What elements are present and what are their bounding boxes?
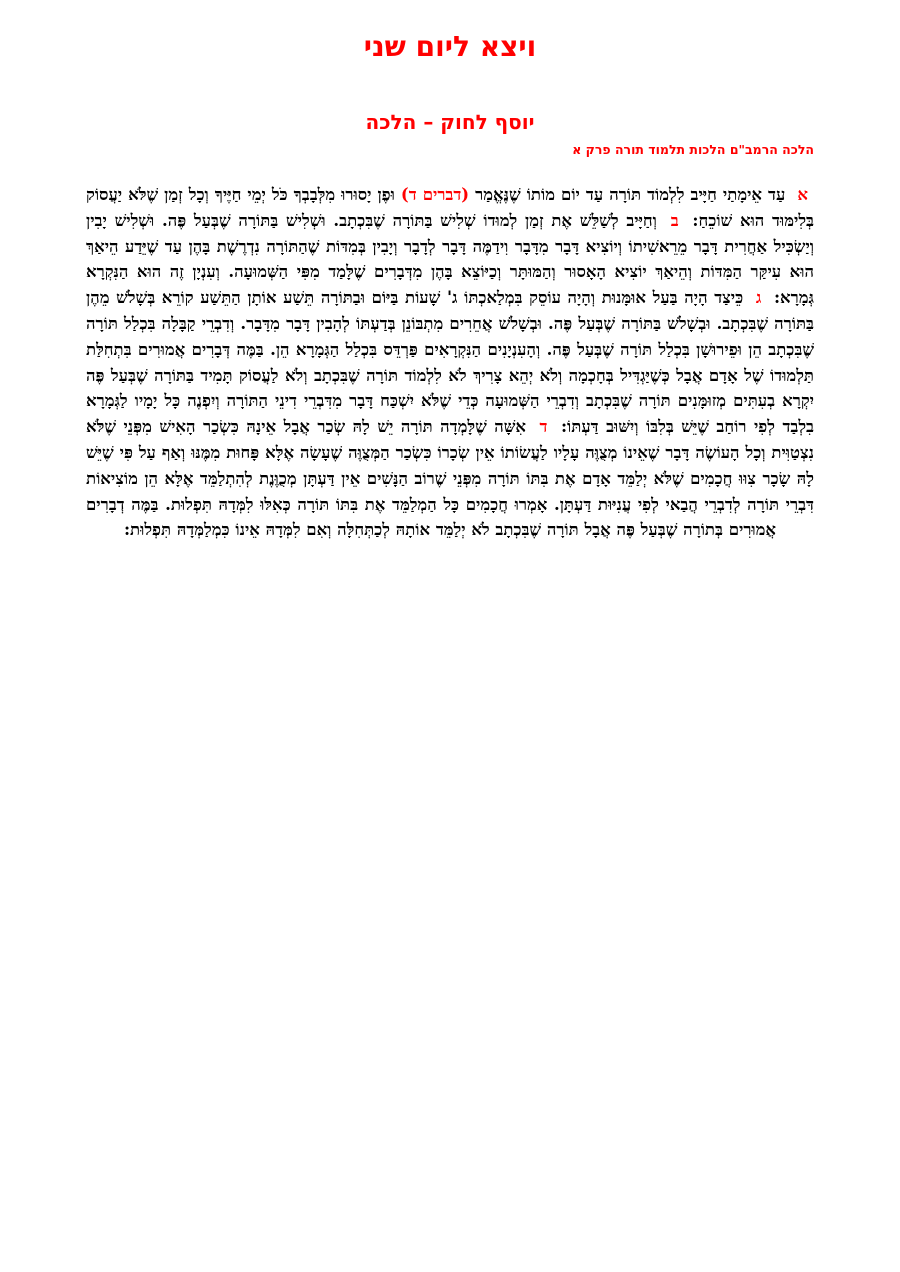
halacha-marker-4: ד xyxy=(539,417,548,437)
halacha-4-text: אִשָּׁה שֶׁלָּמְדָה תּוֹרָה יֵשׁ לָהּ שְׂכַר אֲבָל אֵינָהּ כִּשְׂכַר הָאִישׁ מִפְּנֵי שֶׁלֹּא נִצְטַוִּית וְכָל הָעוֹשֶׂה דָּבָר שֶׁאֵינוֹ מְצֻוֶּה עָלָיו לַעֲשׂוֹתוֹ אֵין שְׂכָרוֹ כִּשְׂכַר הַמְּצֻוֶּה שֶׁעָשָׂה אֶלָּא פָּחוּת מִמֶּנּוּ וְאַף עַל פִּי שֶׁיֵּשׁ לָהּ שָׂכָר צִוּוּ חֲכָמִים שֶׁלֹּא יְלַמֵּד אָדָם אֶת בִּתּוֹ תּוֹרָה מִפְּנֵי שֶׁרוֹב הַנָּשִׁים אֵין דַּעְתָּן מְכֻוֶּנֶת לְהִתְלַמֵּד אֶלָּא הֵן מוֹצִיאוֹת דִּבְרֵי תּוֹרָה לְדִבְרֵי הֲבַאי לְפִי עֲנִיּוּת דַּעְתָּן. אָמְרוּ חֲכָמִים כָּל הַמְלַמֵּד אֶת בִּתּוֹ תּוֹרָה כְּאִלּוּ לִמְּדָהּ תִּפְלוּת. בַּמֶּה דְבָרִים אֲמוּרִים בְּתוֹרָה שֶׁבְּעַל פֶּה אֲבָל תּוֹרָה שֶׁבִּכְתָב לֹא יְלַמֵּד אוֹתָהּ לְכַתְּחִלָּה וְאִם לִמְּדָהּ אֵינוֹ כִּמְלַמְּדָהּ תִּפְלוּת: xyxy=(86,417,814,540)
halacha-1-text-b: וּפֶן יָסוּרוּ מִלְּבָבְךָ כֹּל יְמֵי חַיֶּיךָ וְכָל זְמַן שֶׁלֹּא יַעֲסוֹק בְּלִימּוּד הוּא שׁוֹכֵחַ: xyxy=(86,185,814,230)
halacha-3-text: כֵּיצַד הָיָה בַּעַל אוּמָּנוּת וְהָיָה עוֹסֵק בִּמְלַאכְתּוֹ ג' שָׁעוֹת בַּיּוֹם וּבַתּוֹרָה תֵּשַׁע אוֹתָן הַתֵּשַׁע קוֹרֵא בְּשָׁלֹשׁ מֵהֶן בַּתּוֹרָה שֶׁבִּכְתָב. וּבְשָׁלֹשׁ בַּתּוֹרָה שֶׁבְּעַל פֶּה. וּבְשָׁלֹשׁ אֲחֵרִים מִתְבּוֹנֵן בְּדַעְתּוֹ לְהָבִין דָּבָר מִדָּבָר. וְדִבְרֵי קַבָּלָה בִּכְלַל תּוֹרָה שֶׁבִּכְתָב הֵן וּפֵירוּשָׁן בִּכְלַל תּוֹרָה שֶׁבְּעַל פֶּה. וְהָעִנְיָנִים הַנִּקְרָאִים פַּרְדֵּס בִּכְלַל הַגְּמָרָא הֵן. בַּמֶּה דְּבָרִים אֲמוּרִים בִּתְחִלַּת תַּלְמוּדוֹ שֶׁל אָדָם אֲבָל כְּשֶׁיַּגְדִּיל בְּחָכְמָה וְלֹא יְהֵא צָרִיךְ לֹא לִלְמוֹד תּוֹרָה שֶׁבִּכְתָב וְלֹא לַעֲסוֹק תָּמִיד בַּתּוֹרָה שֶׁבְּעַל פֶּה יִקְרָא בְעִתִּים מְזוּמָּנִים תּוֹרָה שֶׁבִּכְתָב וְדִבְרֵי הַשְּׁמוּעָה כְּדֵי שֶׁלֹּא יִשְׁכַּח דָּבָר מִדִּבְרֵי דִינֵי הַתּוֹרָה וְיִפְנֶה כָּל יָמָיו לַגְּמָרָא בִלְבַד לְפִי רוֹחַב שֶׁיֵּשׁ בְּלִבּוֹ וְיִשּׁוּב דַּעְתּוֹ: xyxy=(86,288,815,437)
halacha-2-text: וְחַיָּיב לְשַׁלֵּשׁ אֶת זְמַן לְמוּדוֹ שְׁלִישׁ בַּתּוֹרָה שֶׁבִּכְתָב. וּשְׁלִישׁ בַּתּוֹרָה שֶׁבְּעַל פֶּה. וּשְׁלִישׁ יָבִין וְיַשְׂכִּיל אַחֲרִית דָּבָר מֵרֵאשִׁיתוֹ וְיוֹצִיא דָּבָר מִדָּבָר וִידַמֶּה דָּבָר לְדָבָר וְיָבִין בְּמִדּוֹת שֶׁהַתּוֹרָה נִדְרֶשֶׁת בָּהֶן עַד שֶׁיֵּדַע הֵיאַךְ הוּא עִיקַּר הַמִּדּוֹת וְהֵיאַךְ יוֹצִיא הָאָסוּר וְהַמּוּתָּר וְכַיּוֹצֵא בָּהֶן מִדְּבָרִים שֶׁלָּמַד מִפִּי הַשְּׁמוּעָה. וְעִנְיָן זֶה הוּא הַנִּקְרָא גְּמָרָא: xyxy=(86,210,814,308)
section-subtitle: יוסף לחוק – הלכה xyxy=(365,110,535,134)
halacha-text xyxy=(86,182,814,543)
halacha-marker-3: ג xyxy=(755,288,762,308)
source-reference: הלכה הרמב"ם הלכות תלמוד תורה פרק א xyxy=(572,142,814,157)
verse-reference: (דברים ד) xyxy=(400,185,470,204)
halacha-marker-2: ב xyxy=(670,210,679,230)
halacha-marker-1: א xyxy=(797,185,808,204)
halacha-1-text-a: עַד אֵימָתַי חַיָּיב לִלְמוֹד תּוֹרָה עַד יוֹם מוֹתוֹ שֶׁנֶּאֱמַר xyxy=(475,185,786,204)
page-title: ויצא ליום שני xyxy=(363,30,537,63)
